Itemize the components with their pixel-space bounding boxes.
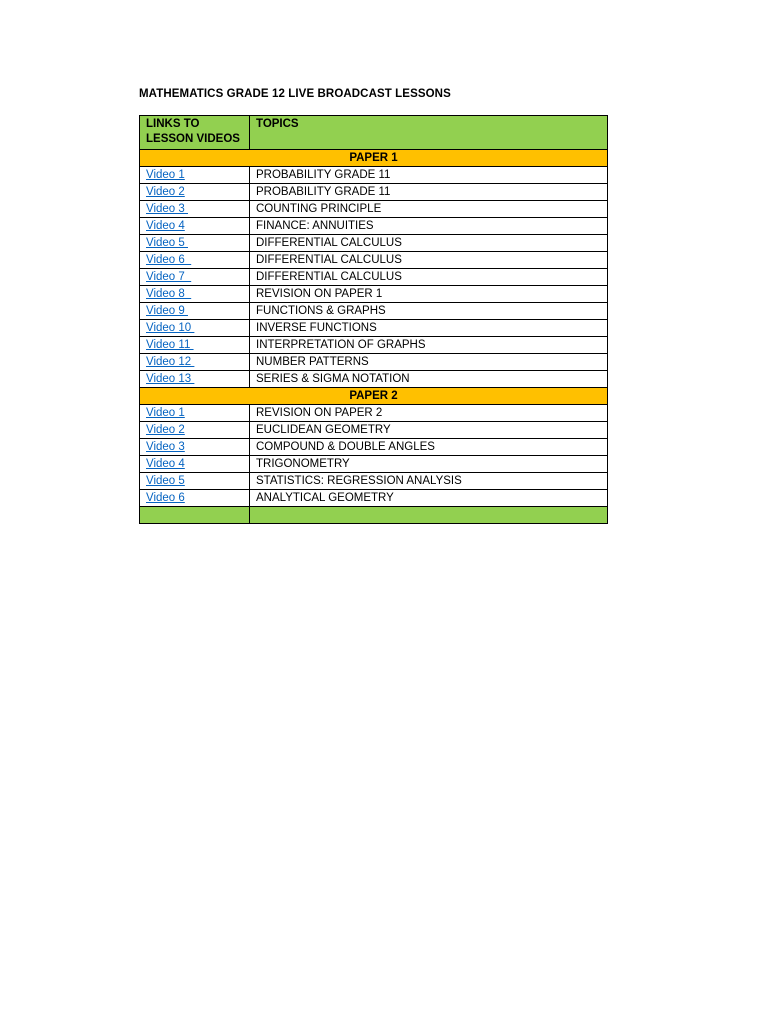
topic-cell: PROBABILITY GRADE 11 [250, 184, 608, 201]
lessons-table [139, 115, 608, 524]
table-row [140, 218, 608, 235]
section-paper-1 [140, 150, 608, 167]
topic-cell: PROBABILITY GRADE 11 [250, 167, 608, 184]
table-row [140, 354, 608, 371]
table-row [140, 235, 608, 252]
video-link[interactable]: Video 2 [146, 186, 185, 198]
table-footer-row [140, 507, 608, 524]
table-row [140, 405, 608, 422]
topic-cell: REVISION ON PAPER 2 [250, 405, 608, 422]
video-link[interactable]: Video 3 [146, 203, 188, 215]
topic-cell: ANALYTICAL GEOMETRY [250, 490, 608, 507]
topic-cell: FINANCE: ANNUITIES [250, 218, 608, 235]
table-row [140, 286, 608, 303]
topic-cell: COUNTING PRINCIPLE [250, 201, 608, 218]
document-title: MATHEMATICS GRADE 12 LIVE BROADCAST LESSONS [139, 88, 451, 100]
topic-cell: DIFFERENTIAL CALCULUS [250, 252, 608, 269]
section-label-paper-1: PAPER 1 [140, 150, 608, 167]
video-link[interactable]: Video 5 [146, 237, 188, 249]
table-row [140, 337, 608, 354]
section-label-paper-2: PAPER 2 [140, 388, 608, 405]
topic-cell: TRIGONOMETRY [250, 456, 608, 473]
table-row [140, 439, 608, 456]
table-row [140, 303, 608, 320]
table-row [140, 167, 608, 184]
header-topics: TOPICS [250, 116, 608, 150]
table-row [140, 184, 608, 201]
topic-cell: STATISTICS: REGRESSION ANALYSIS [250, 473, 608, 490]
topic-cell: EUCLIDEAN GEOMETRY [250, 422, 608, 439]
footer-cell-right [250, 507, 608, 524]
topic-cell: INVERSE FUNCTIONS [250, 320, 608, 337]
topic-cell: DIFFERENTIAL CALCULUS [250, 269, 608, 286]
topic-cell: NUMBER PATTERNS [250, 354, 608, 371]
table-row [140, 456, 608, 473]
lessons-table-body [140, 116, 608, 524]
topic-cell: DIFFERENTIAL CALCULUS [250, 235, 608, 252]
video-link[interactable]: Video 6 [146, 254, 192, 266]
video-link[interactable]: Video 3 [146, 441, 185, 453]
video-link[interactable]: Video 6 [146, 492, 185, 504]
table-row [140, 252, 608, 269]
table-row [140, 320, 608, 337]
topic-cell: FUNCTIONS & GRAPHS [250, 303, 608, 320]
video-link[interactable]: Video 4 [146, 458, 185, 470]
topic-cell: REVISION ON PAPER 1 [250, 286, 608, 303]
topic-cell: INTERPRETATION OF GRAPHS [250, 337, 608, 354]
video-link[interactable]: Video 2 [146, 424, 185, 436]
table-row [140, 201, 608, 218]
video-link[interactable]: Video 1 [146, 407, 185, 419]
video-link[interactable]: Video 11 [146, 339, 194, 351]
video-link[interactable]: Video 4 [146, 220, 185, 232]
table-row [140, 490, 608, 507]
video-link[interactable]: Video 5 [146, 475, 185, 487]
topic-cell: SERIES & SIGMA NOTATION [250, 371, 608, 388]
footer-cell-left [140, 507, 250, 524]
video-link[interactable]: Video 9 [146, 305, 188, 317]
video-link[interactable]: Video 13 [146, 373, 195, 385]
table-row [140, 473, 608, 490]
table-row [140, 269, 608, 286]
header-links: LINKS TO LESSON VIDEOS [140, 116, 250, 150]
video-link[interactable]: Video 12 [146, 356, 195, 368]
video-link[interactable]: Video 10 [146, 322, 195, 334]
video-link[interactable]: Video 8 [146, 288, 192, 300]
table-row [140, 422, 608, 439]
topic-cell: COMPOUND & DOUBLE ANGLES [250, 439, 608, 456]
table-row [140, 371, 608, 388]
video-link[interactable]: Video 1 [146, 169, 185, 181]
section-paper-2 [140, 388, 608, 405]
table-header-row [140, 116, 608, 150]
video-link[interactable]: Video 7 [146, 271, 192, 283]
